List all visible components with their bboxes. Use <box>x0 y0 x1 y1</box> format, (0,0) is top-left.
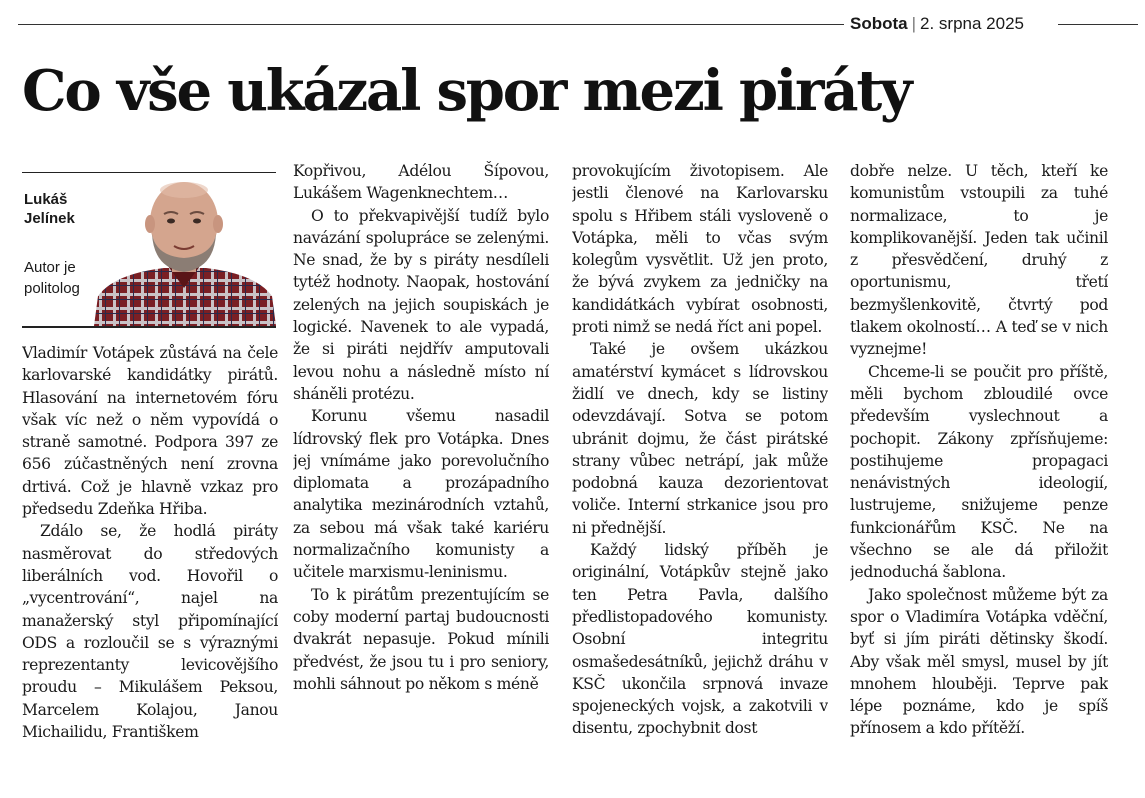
dateline-day: Sobota <box>850 14 908 33</box>
article-column-3 <box>572 160 828 776</box>
author-name <box>24 190 104 228</box>
article-column-1 <box>22 342 278 782</box>
paragraph: O to překvapivější tudíž bylo navázání spolupráce se zelenými. Ne snad, že by s piráty nesdíleli tytéž hodnoty. Naopak, hostování zelených na jejich soupiskách je logické. Navenek to ale vypadá, že si piráti nejdřív amputovali levou nohu a následně místo ní sháněli protézu. <box>293 206 549 403</box>
article-headline: Co vše ukázal spor mezi piráty <box>22 58 911 124</box>
header-rule-right <box>1058 24 1138 25</box>
paragraph: Korunu všemu nasadil lídrovský flek pro Votápka. Dnes jej vnímáme jako porevolučního diplomata a prozápadního analytika mezinárodních vztahů, za sebou má však také kariéru normalizačního komunisty a učitele marxismu-leninismu. <box>293 407 549 582</box>
author-first-name: Lukáš <box>24 191 68 208</box>
dateline <box>850 13 1050 35</box>
author-box-top-rule <box>22 172 276 173</box>
paragraph: Jako společnost můžeme být za spor o Vladimíra Votápka vděční, byť si jím piráti dětinsky škodí. Aby však měl smysl, musel by jít mnohem hlouběji. Teprve pak lépe poznáme, kdo je spíš přínosem a kdo přítěží. <box>850 585 1108 738</box>
paragraph: Kopřivou, Adélou Šípovou, Lukášem Wagenknechtem… <box>293 162 549 203</box>
article-column-4 <box>850 160 1108 776</box>
header-rule <box>18 24 844 25</box>
author-portrait <box>94 176 276 326</box>
author-last-name: Jelínek <box>24 210 75 227</box>
author-role <box>24 257 104 299</box>
dateline-separator: | <box>911 14 917 33</box>
paragraph: Také je ovšem ukázkou amatérství kymácet s lídrovskou židlí ve dnech, kdy se listiny odevzdávají. Sotva se potom ubránit dojmu, že část pirátské strany vůbec netrápí, jak může podobná kauza dezorientovat voliče. Interní strkanice jsou pro ni přednější. <box>572 340 828 537</box>
author-role-line2: politolog <box>24 280 80 297</box>
dateline-date: 2. srpna 2025 <box>920 14 1024 33</box>
article-column-2 <box>293 160 549 776</box>
paragraph: To k pirátům prezentujícím se coby moderní partaj budoucnosti dvakrát nepasuje. Pokud mínili předvést, že jsou tu i pro seniory, mohli sáhnout po někom s méně <box>293 585 549 693</box>
paragraph: Chceme-li se poučit pro příště, měli bychom zbloudilé ovce především vyslechnout a pochopit. Zákony zpřísňujeme: postihujeme propagaci nenávistných ideologií, lustrujeme, snižujeme penze funkcionářům KSČ. Ne na všechno se ale dá přiložit jednoduchá šablona. <box>850 362 1108 582</box>
author-role-line1: Autor je <box>24 259 76 276</box>
paragraph: dobře nelze. U těch, kteří ke komunistům vstoupili za tuhé normalizace, to je komplikovanější. Jeden tak učinil z přesvědčení, druhý z oportunismu, třetí bezmyšlenkovitě, čtvrtý pod tlakem okolností… A teď se v nich vyznejme! <box>850 162 1108 359</box>
paragraph: Zdálo se, že hodlá piráty nasměrovat do středových liberálních vod. Hovořil o „vycentrování“, najel na manažerský styl připomínající ODS a rozloučil se s výraznými reprezentanty levicovějšího proudu – Mikulášem Peksou, Marcelem Kolajou, Janou Michailidu, Františkem <box>22 522 278 742</box>
paragraph: provokujícím životopisem. Ale jestli členové na Karlovarsku spolu s Hřibem stáli vysloveně o Votápka, měli to včas svým kolegům vysvětlit. Už jen proto, že bývá zvykem za jedničky na kandidátkách vybírat osobnosti, proti nimž se nedá říct ani popel. <box>572 162 828 337</box>
paragraph: Každý lidský příběh je originální, Votápkův stejně jako ten Petra Pavla, dalšího předlistopadového komunisty. Osobní integritu osmašedesátníků, jejichž dráhu v KSČ ukončila srpnová invaze spojeneckých vojsk, a zakotvili v disentu, zpochybnit dost <box>572 541 828 738</box>
author-box-bottom-rule <box>22 326 276 328</box>
paragraph: Vladimír Votápek zůstává na čele karlovarské kandidátky pirátů. Hlasování na internetovém fóru však víc než o něm vypovídá o straně samotné. Podpora 397 ze 656 zúčastněných není zrovna drtivá. Což je hlavně vzkaz pro předsedu Zdeňka Hřiba. <box>22 344 278 519</box>
